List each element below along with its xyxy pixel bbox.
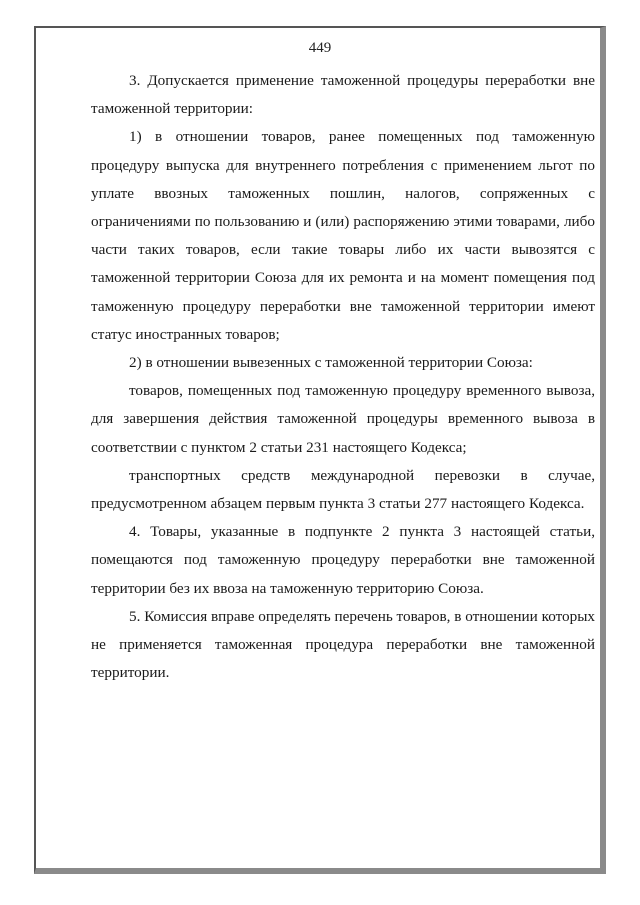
paragraph-3-2-vehicles: транспортных средств международной перевозки в случае, предусмотренном абзацем первым пункта 3 статьи 277 настоящего Кодекса. <box>91 466 595 513</box>
paragraph-3-1: 1) в отношении товаров, ранее помещенных под таможенную процедуру выпуска для внутреннего потребления с применением льгот по уплате ввозных таможенных пошлин, налогов, сопряженных с ограничениями по пользованию и (или) распоряжению этими товарами, либо части таких товаров, если такие товары либо их части вывозятся с таможенной территории Союза для их ремонта и на момент помещения под таможенную процедуру переработки вне таможенной территории имеют статус иностранных товаров; <box>91 128 595 343</box>
paragraph-5: 5. Комиссия вправе определять перечень товаров, в отношении которых не применяется таможенная процедура переработки вне таможенной территории. <box>91 607 596 682</box>
paragraph-3: 3. Допускается применение таможенной процедуры переработки вне таможенной территории: <box>91 72 595 118</box>
paragraph-3-2: 2) в отношении вывезенных с таможенной территории Союза: <box>129 354 533 372</box>
paragraph-3-2-goods: товаров, помещенных под таможенную процедуру временного вывоза, для завершения действия таможенной процедуры временного вывоза в соответствии с пунктом 2 статьи 231 настоящего Кодекса; <box>91 382 595 456</box>
page-number: 449 <box>308 40 332 56</box>
paragraph-4: 4. Товары, указанные в подпункте 2 пункта 3 настоящей статьи, помещаются под таможенную процедуру переработки вне таможенной территории без их ввоза на таможенную территорию Союза. <box>91 523 595 597</box>
document-body <box>91 67 595 687</box>
